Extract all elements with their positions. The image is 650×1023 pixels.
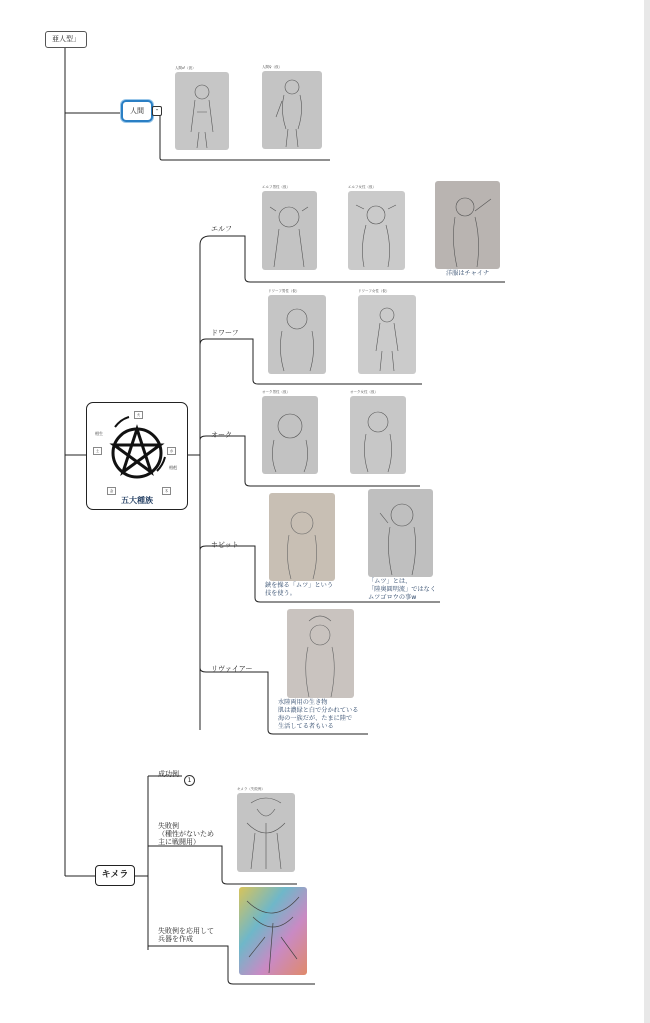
sketch-elf-china-dress[interactable] <box>435 181 500 269</box>
five-races-title: 五大種族 <box>121 496 153 505</box>
note-leviathan-line2: 肌は濃緑と白で分かれている <box>278 707 359 714</box>
sketch-hobbit-1[interactable] <box>269 493 335 581</box>
note-leviathan-line4: 生活してる者もいる <box>278 723 334 730</box>
branch-failure-line1[interactable]: 失敗例 <box>158 822 179 830</box>
element-label: 木 <box>162 487 171 495</box>
sketch-caption: ドワーフ男性（仮） <box>268 289 300 293</box>
sketch-elf-male[interactable] <box>262 191 317 270</box>
branch-applied-line1[interactable]: 失敗例を応用して <box>158 927 214 935</box>
relation-label: 相剋 <box>169 465 177 470</box>
sketch-chimera-failure[interactable] <box>237 793 295 872</box>
sketch-caption: ドワーフ女性（仮） <box>358 289 390 293</box>
scrollbar-track[interactable] <box>644 0 650 1023</box>
branch-elf[interactable]: エルフ <box>211 225 232 233</box>
branch-applied-line2: 兵器を作成 <box>158 935 193 943</box>
topic-chimera[interactable]: キメラ <box>95 865 135 886</box>
note-elf: 洋服はチャイナ <box>446 270 490 277</box>
sketch-caption: キメラ（失敗例） <box>237 787 265 791</box>
note-hobbit-1-line2: 技を使う。 <box>265 590 296 597</box>
sketch-caption: オーク男性（仮） <box>262 390 290 394</box>
sketch-orc-male[interactable] <box>262 396 318 474</box>
branch-failure-line3: 主に戦闘用） <box>158 838 200 846</box>
sketch-caption: エルフ男性（仮） <box>262 185 290 189</box>
note-hobbit-1-line1: 鋏を操る「ムツ」という <box>265 582 334 589</box>
sketch-orc-female[interactable] <box>350 396 406 474</box>
pentagram-icon <box>99 409 175 493</box>
branch-leviathan[interactable]: リヴァイアー <box>211 665 253 673</box>
sketch-hobbit-2[interactable] <box>368 489 433 577</box>
sketch-dwarf-female[interactable] <box>358 295 416 374</box>
branch-success[interactable]: 成功例 <box>158 770 179 778</box>
collapse-toggle-button[interactable]: - <box>152 106 162 116</box>
branch-failure-line2: （種性がないため <box>158 830 214 838</box>
sketch-caption: エルフ女性（仮） <box>348 185 376 189</box>
sketch-caption: 人間♀（仮） <box>262 65 283 69</box>
sketch-elf-female[interactable] <box>348 191 405 270</box>
element-label: 火 <box>134 411 143 419</box>
sketch-chimera-weapon[interactable] <box>239 887 307 975</box>
topic-human[interactable]: 人間 <box>121 100 153 122</box>
sketch-caption: 人間♂（仮） <box>175 66 196 70</box>
sketch-human-male[interactable] <box>175 72 229 150</box>
branch-dwarf[interactable]: ドワーフ <box>211 329 239 337</box>
root-topic[interactable]: 亜人型」 <box>45 31 87 48</box>
note-hobbit-2-line3: ムツゴロウの事w <box>368 594 417 601</box>
element-label: 金 <box>107 487 116 495</box>
sketch-caption: オーク女性（仮） <box>350 390 378 394</box>
five-races-card[interactable] <box>86 402 188 510</box>
sketch-dwarf-male[interactable] <box>268 295 326 374</box>
note-hobbit-2-line1: 「ムツ」とは、 <box>368 578 412 585</box>
element-label: 土 <box>93 447 102 455</box>
element-label: 水 <box>167 447 176 455</box>
relation-label: 相生 <box>95 431 103 436</box>
branch-hobbit[interactable]: ホビット <box>211 541 239 549</box>
sketch-human-female[interactable] <box>262 71 322 149</box>
sketch-leviathan[interactable] <box>287 609 354 698</box>
note-leviathan-line1: 水陸両用の生き物 <box>278 699 328 706</box>
branch-orc[interactable]: オーク <box>211 431 232 439</box>
child-count-badge[interactable]: 1 <box>184 775 195 786</box>
note-leviathan-line3: 海の一族だが、たまに陸で <box>278 715 353 722</box>
note-hobbit-2-line2: 「陸奥圓明流」ではなく <box>368 586 437 593</box>
